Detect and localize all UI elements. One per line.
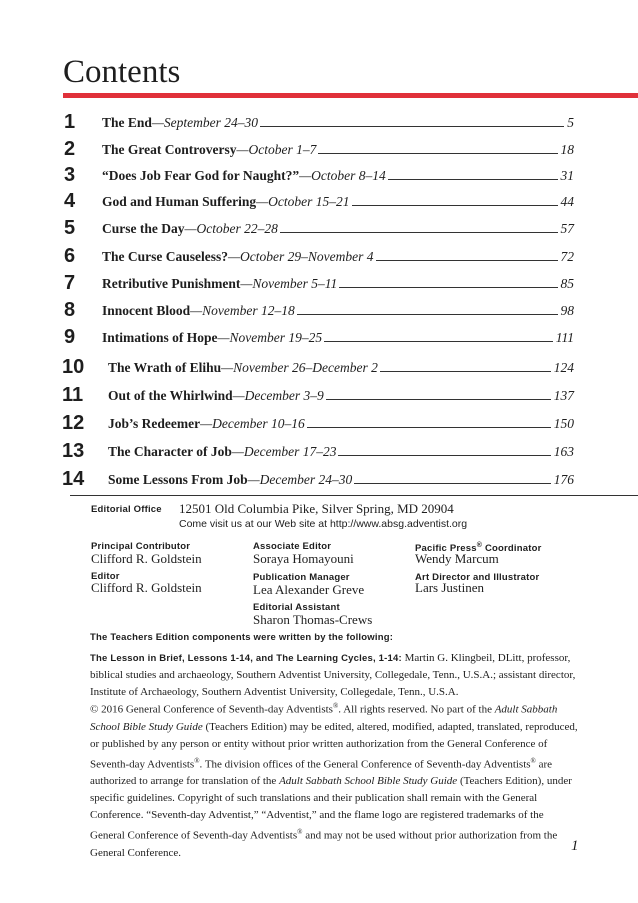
website-line: Come visit us at our Web site at http://www.absg.adventist.org (179, 518, 468, 530)
lesson-number: 5 (64, 217, 76, 239)
lesson-number: 2 (64, 138, 76, 160)
associate-editor-label: Associate Editor (253, 541, 332, 552)
dot-leader (324, 341, 553, 342)
toc-entry[interactable] (64, 411, 574, 435)
lesson-number: 6 (64, 245, 76, 267)
lesson-title: Curse the Day—October 22–28 (102, 221, 278, 236)
lesson-number: 9 (64, 326, 76, 348)
lesson-number: 4 (64, 190, 76, 212)
lesson-page-number: 150 (553, 416, 574, 431)
lesson-page-number: 18 (560, 142, 574, 157)
toc-entry[interactable] (64, 271, 574, 295)
dot-leader (380, 371, 551, 372)
lesson-number: 13 (62, 440, 85, 462)
associate-editor-name: Soraya Homayouni (253, 551, 354, 566)
editorial-office-address: 12501 Old Columbia Pike, Silver Spring, MD 20904 (179, 501, 454, 516)
lesson-number: 14 (62, 468, 85, 490)
lesson-title: God and Human Suffering—October 15–21 (102, 194, 350, 209)
lesson-page-number: 137 (553, 388, 574, 403)
lesson-title: The Wrath of Elihu—November 26–December 2 (108, 360, 378, 375)
page-number: 1 (571, 838, 579, 854)
principal-contributor-label: Principal Contributor (91, 541, 191, 552)
lesson-title: Retributive Punishment—November 5–11 (102, 276, 338, 291)
toc-entry[interactable] (64, 216, 574, 240)
lesson-title: “Does Job Fear God for Naught?”—October 8–14 (102, 168, 386, 183)
lesson-page-number: 163 (553, 444, 574, 459)
lesson-title: Intimations of Hope—November 19–25 (102, 330, 323, 345)
dot-leader (338, 455, 551, 456)
lesson-title: The Character of Job—December 17–23 (108, 444, 337, 459)
lesson-title: Innocent Blood—November 12–18 (102, 303, 295, 318)
lesson-page-number: 31 (560, 168, 574, 183)
lesson-number: 12 (62, 412, 85, 434)
dot-leader (388, 179, 558, 180)
dot-leader (339, 287, 558, 288)
lesson-title: The Curse Causeless?—October 29–November 4 (102, 249, 374, 264)
dot-leader (297, 314, 558, 315)
dot-leader (326, 399, 551, 400)
lesson-number: 1 (64, 111, 76, 133)
dot-leader (260, 126, 564, 127)
editor-name: Clifford R. Goldstein (91, 580, 202, 595)
lesson-page-number: 72 (560, 249, 574, 264)
lesson-title: The Great Controversy—October 1–7 (102, 142, 317, 157)
lesson-title: Job’s Redeemer—December 10–16 (108, 416, 305, 431)
dot-leader (318, 153, 558, 154)
dot-leader (307, 427, 551, 428)
dot-leader (376, 260, 558, 261)
toc-entry[interactable] (64, 110, 574, 134)
art-director-name: Lars Justinen (415, 580, 484, 595)
lesson-number: 11 (62, 384, 84, 406)
dot-leader (354, 483, 551, 484)
editorial-assistant-label: Editorial Assistant (253, 602, 340, 613)
pacific-press-coordinator-name: Wendy Marcum (415, 551, 499, 566)
toc-entry[interactable] (64, 163, 574, 187)
lesson-page-number: 5 (567, 115, 574, 130)
dot-leader (280, 232, 558, 233)
lesson-page-number: 85 (560, 276, 574, 291)
copyright-notice: © 2016 General Conference of Seventh-day Adventists®. All rights reserved. No part of the Adult Sabbath School Bible Study Guide (Teachers Edition) may be edited, altered, modified, adapted, translated, reproduced, or published by any person or entity without prior written authorization from the General Conference of Seventh-day Adventists®. The division offices of the General Conference of Seventh-day Adventists® are authorized to arrange for translation of the Adult Sabbath School Bible Study Guide (Teachers Edition), under specific guidelines. Copyright of such translations and their publication shall remain with the General Conference. “Seventh-day Adventist,” “Adventist,” and the flame logo are registered trademarks of the General Conference of Seventh-day Adventists® and may not be used without prior authorization from the General Conference. (90, 702, 578, 859)
toc-entry[interactable] (64, 325, 574, 349)
title-rule (63, 93, 638, 98)
lesson-page-number: 124 (553, 360, 574, 375)
lesson-number: 8 (64, 299, 76, 321)
principal-contributor-name: Clifford R. Goldstein (91, 551, 202, 566)
toc-entry[interactable] (64, 137, 574, 161)
lesson-title: The End—September 24–30 (102, 115, 259, 130)
toc-entry[interactable] (64, 383, 574, 407)
editorial-assistant-name: Sharon Thomas-Crews (253, 612, 373, 627)
lesson-page-number: 57 (560, 221, 574, 236)
teachers-edition-credits: The Lesson in Brief, Lessons 1-14, and The Learning Cycles, 1-14: Martin G. Klingbeil, DLitt, professor, biblical studies and archaeology, Southern Adventist University, Collegedale, Tenn., U.S.A.; assistant director, Institute of Archaeology, Southern Adventist University, Collegedale, Tenn., U.S.A. (90, 652, 576, 698)
toc-entry[interactable] (64, 189, 574, 213)
publication-manager-name: Lea Alexander Greve (253, 582, 365, 597)
separator-rule (70, 495, 638, 496)
toc-entry[interactable] (64, 298, 574, 322)
lesson-title: Out of the Whirlwind—December 3–9 (108, 388, 324, 403)
page-title: Contents (63, 54, 181, 90)
lesson-number: 7 (64, 272, 76, 294)
toc-entry[interactable] (64, 467, 574, 491)
dot-leader (352, 205, 558, 206)
toc-entry[interactable] (64, 244, 574, 268)
lesson-title: Some Lessons From Job—December 24–30 (108, 472, 353, 487)
toc-entry[interactable] (64, 355, 574, 379)
editor-label: Editor (91, 571, 120, 582)
lesson-page-number: 44 (560, 194, 574, 209)
publication-manager-label: Publication Manager (253, 572, 350, 583)
editorial-office-label: Editorial Office (91, 504, 162, 515)
lesson-page-number: 98 (560, 303, 574, 318)
art-director-label: Art Director and Illustrator (415, 572, 540, 583)
toc-entry[interactable] (64, 439, 574, 463)
lesson-number: 10 (62, 356, 85, 378)
lesson-number: 3 (64, 164, 76, 186)
lesson-page-number: 176 (553, 472, 574, 487)
teachers-edition-heading: The Teachers Edition components were written by the following: (90, 632, 394, 643)
lesson-page-number: 111 (555, 330, 574, 345)
pacific-press-coordinator-label: Pacific Press® Coordinator (415, 542, 542, 555)
